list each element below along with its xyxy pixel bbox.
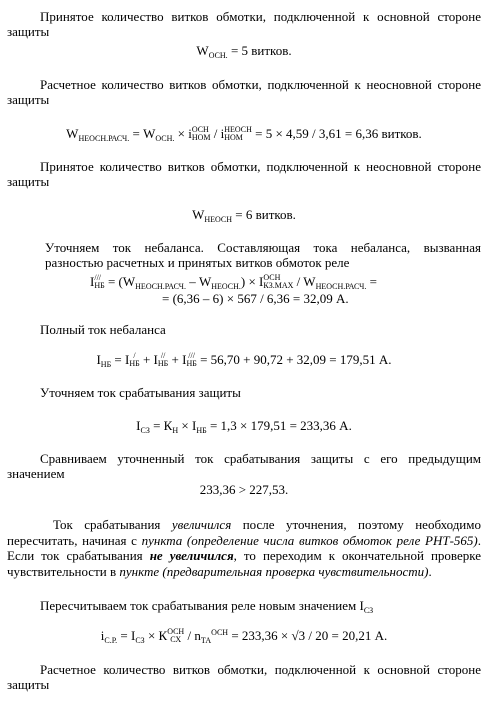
text-run: после уточнения, поэтому необходимо пересчитать, начиная с (7, 517, 481, 548)
eq-sup: // (160, 351, 166, 360)
eq-value: = 6 витков. (232, 207, 296, 222)
text-run-bold-italic: не увеличился (149, 548, 234, 563)
equation-w-nonmain (0, 207, 488, 222)
paragraph-calc-turns-main (7, 662, 481, 692)
eq-part: + I (168, 352, 187, 367)
eq-part: + I (139, 352, 158, 367)
eq-supsub (192, 126, 211, 142)
text-run-italic: пункта (определение числа витков обмоток реле РНТ-565) (141, 532, 478, 548)
eq-sub: СЗ (363, 606, 374, 615)
text-run: Пересчитываем ток срабатывания реле новым значением I (40, 598, 364, 613)
equation-i-nb3 (90, 274, 377, 290)
paragraph-imbalance-clarify (7, 240, 481, 270)
eq-sub: НОМ (224, 133, 243, 142)
equation-w-main (0, 43, 488, 58)
equation-compare (0, 482, 488, 497)
eq-part: / n (184, 628, 201, 643)
eq-result: = 56,70 + 90,72 + 32,09 = 179,51 А. (196, 352, 392, 367)
equation-i-sr (0, 628, 488, 644)
eq-sup: / (133, 351, 136, 360)
eq-supsub (263, 274, 293, 290)
eq-part: I (90, 274, 95, 289)
eq-sup: ОСН (263, 273, 281, 282)
eq-part: × К (144, 628, 168, 643)
eq-result: 233,36 > 227,53. (199, 482, 289, 497)
eq-supsub (129, 352, 139, 368)
eq-part: = I (117, 628, 136, 643)
eq-part: = (W (104, 274, 136, 289)
text-run: Ток срабатывания (53, 517, 172, 532)
eq-part: × i (174, 126, 192, 141)
eq-symbol: W (196, 43, 209, 58)
eq-sub: НБ (196, 426, 207, 435)
text-run-italic: увеличился (171, 517, 232, 532)
eq-sup: НЕОСН (224, 125, 252, 134)
paragraph-text: Расчетное количество витков обмотки, подключенной к неосновной стороне защиты (7, 77, 481, 107)
eq-supsub (224, 126, 252, 142)
eq-sup: /// (188, 351, 195, 360)
eq-sub: СЗ (140, 426, 150, 435)
eq-part: W (66, 126, 79, 141)
paragraph-line: Уточняем ток небаланса. Составляющая тока небаланса, вызванная (45, 240, 481, 255)
eq-result: = 1,3 × 179,51 = 233,36 А. (206, 418, 352, 433)
equation-i-nb3-result (162, 291, 349, 306)
paragraph-text: Полный ток небаланса (40, 322, 166, 337)
eq-result: = 233,36 × √3 / 20 = 20,21 А. (228, 628, 388, 643)
eq-part: = К (149, 418, 173, 433)
paragraph-recalc-relay (7, 598, 481, 613)
eq-part: = W (129, 126, 156, 141)
eq-sub: ОСН. (155, 134, 175, 143)
paragraph-accepted-turns-nonmain (7, 159, 481, 189)
eq-sub: НЕОСН. (211, 282, 241, 291)
eq-result: = 5 × 4,59 / 3,61 = 6,36 витков. (251, 126, 422, 141)
paragraph-text: Уточняем ток срабатывания защиты (40, 385, 241, 400)
eq-supsub (94, 274, 104, 290)
eq-symbol: W (192, 207, 205, 222)
eq-sub: НБ (129, 359, 140, 368)
eq-sub: С.Р. (104, 636, 118, 645)
eq-sub: НЕОСН (204, 215, 233, 224)
eq-sup: ОСН (167, 627, 185, 636)
equation-w-nonmain-calc (0, 126, 488, 142)
equation-i-nb-total (0, 352, 488, 368)
eq-sub: НЕОСН.РАСЧ. (315, 282, 367, 291)
eq-supsub (167, 628, 184, 644)
eq-supsub (186, 352, 196, 368)
eq-part: = I (111, 352, 130, 367)
eq-part: × I (178, 418, 197, 433)
text-run-italic: пункте (предварительная проверка чувствительности) (119, 563, 429, 579)
eq-sub: Н (172, 426, 179, 435)
eq-sub: КЗ.MAX (263, 281, 294, 290)
text-run: . Если ток срабатывания (7, 532, 481, 563)
eq-supsub (158, 352, 168, 368)
eq-sub: НБ (186, 359, 197, 368)
eq-sub: НЕОСН.РАСЧ. (135, 282, 186, 291)
eq-result: = (6,36 – 6) × 567 / 6,36 = 32,09 А. (162, 291, 349, 306)
paragraph-accepted-turns-main (7, 9, 481, 39)
text-run: , то переходим к окончательной проверке чувствительности в (7, 548, 481, 579)
eq-sub: СЗ (135, 636, 145, 645)
text-run: . (428, 563, 432, 579)
paragraph-text (7, 598, 481, 613)
paragraph-compare (7, 451, 481, 481)
eq-sub: ОСН. (208, 51, 228, 60)
eq-sub: НЕОСН.РАСЧ. (78, 134, 130, 143)
eq-part: = (366, 274, 377, 289)
equation-i-sz (0, 418, 488, 433)
eq-sub: СХ (170, 635, 182, 644)
eq-part: I (96, 352, 101, 367)
eq-sup: ОСН (211, 628, 229, 637)
eq-part: ) × I (240, 274, 264, 289)
eq-part: i (100, 628, 105, 643)
paragraph-clarify-trip-current (7, 385, 481, 400)
paragraph-text (7, 517, 481, 579)
eq-sup: ОСН (191, 125, 209, 134)
paragraph-text: Сравниваем уточненный ток срабатывания защиты с его предыдущим значением (7, 451, 481, 481)
eq-sub: ТА (200, 636, 212, 645)
eq-value: = 5 витков. (227, 43, 292, 58)
eq-sub: НБ (157, 359, 169, 368)
eq-part: / i (210, 126, 225, 141)
paragraph-calc-turns-nonmain (7, 77, 481, 107)
paragraph-text: Расчетное количество витков обмотки, подключенной к основной стороне защиты (7, 662, 481, 692)
paragraph-line: разностью расчетных и принятых витков обмоток реле (45, 255, 350, 270)
paragraph-trip-current-increased (7, 517, 481, 579)
paragraph-total-imbalance (7, 322, 481, 337)
eq-sub: НБ (100, 360, 112, 369)
eq-part: – W (185, 274, 212, 289)
eq-part: / W (293, 274, 316, 289)
eq-sub: НОМ (191, 133, 211, 142)
eq-sub: НБ (94, 281, 105, 290)
paragraph-text: Принятое количество витков обмотки, подключенной к основной стороне защиты (7, 9, 481, 39)
paragraph-text: Принятое количество витков обмотки, подключенной к неосновной стороне защиты (7, 159, 481, 189)
eq-sup: /// (94, 273, 102, 282)
eq-part: I (136, 418, 141, 433)
